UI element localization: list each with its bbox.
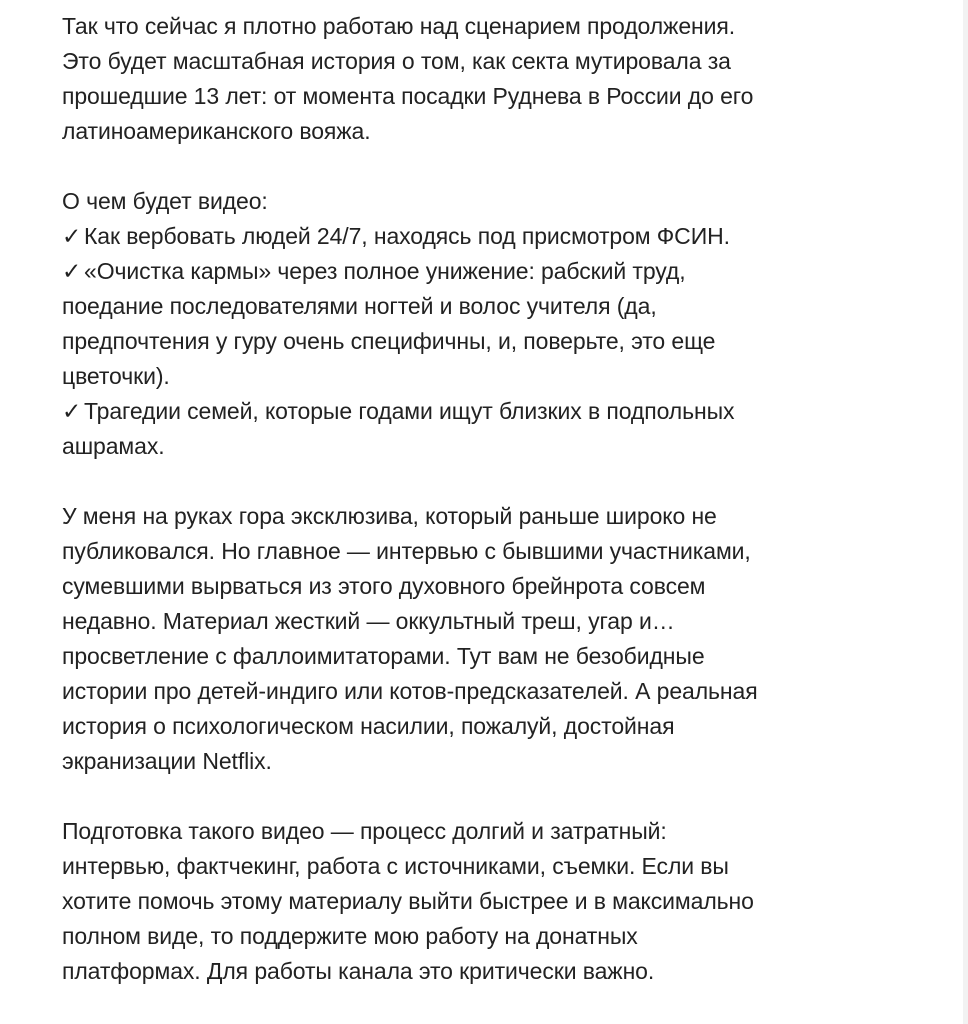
paragraph-spacer <box>62 464 862 499</box>
text-line: Подготовка такого видео — процесс долгий и затратный: <box>62 818 667 844</box>
text-line: публиковался. Но главное — интервью с бывшими участниками, <box>62 538 751 564</box>
check-mark-icon: ✓ <box>62 223 82 249</box>
text-line: недавно. Материал жесткий — оккультный треш, угар и… <box>62 608 675 634</box>
list-item <box>62 219 862 254</box>
paragraph-spacer <box>62 149 862 184</box>
text-line: полном виде, то поддержите мою работу на донатных <box>62 923 638 949</box>
text-line: интервью, фактчекинг, работа с источниками, съемки. Если вы <box>62 853 729 879</box>
text-line: история о психологическом насилии, пожалуй, достойная <box>62 713 675 739</box>
page-edge <box>963 0 968 1024</box>
list-item <box>62 394 862 464</box>
text-line: Это будет масштабная история о том, как секта мутировала за <box>62 48 731 74</box>
check-mark-icon: ✓ <box>62 258 82 284</box>
list-item-text: поедание последователями ногтей и волос учителя (да, <box>62 293 657 319</box>
text-line: латиноамериканского вояжа. <box>62 118 371 144</box>
list-item-text: Как вербовать людей 24/7, находясь под присмотром ФСИН. <box>84 223 730 249</box>
video-topics-list <box>62 184 862 464</box>
text-line: У меня на руках гора эксклюзива, который раньше широко не <box>62 503 717 529</box>
text-line: платформах. Для работы канала это критически важно. <box>62 958 655 984</box>
check-mark-icon: ✓ <box>62 398 82 424</box>
post-body <box>62 9 862 989</box>
text-line: хотите помочь этому материалу выйти быстрее и в максимально <box>62 888 754 914</box>
text-line: Так что сейчас я плотно работаю над сценарием продолжения. <box>62 13 736 39</box>
intro-paragraph <box>62 9 862 149</box>
text-line: сумевшими вырваться из этого духовного брейнрота совсем <box>62 573 706 599</box>
list-item <box>62 254 862 394</box>
list-item-text: «Очистка кармы» через полное унижение: рабский труд, <box>84 258 686 284</box>
list-item-text: предпочтения у гуру очень специфичны, и, поверьте, это еще <box>62 328 716 354</box>
support-paragraph <box>62 814 862 989</box>
text-line: истории про детей-индиго или котов-предсказателей. А реальная <box>62 678 758 704</box>
text-line: прошедшие 13 лет: от момента посадки Руднева в России до его <box>62 83 754 109</box>
text-line: просветление с фаллоимитаторами. Тут вам не безобидные <box>62 643 705 669</box>
list-item-text: Трагедии семей, которые годами ищут близких в подпольных <box>84 398 735 424</box>
list-heading: О чем будет видео: <box>62 188 268 214</box>
list-item-text: цветочки). <box>62 363 170 389</box>
paragraph-spacer <box>62 779 862 814</box>
text-line: экранизации Netflix. <box>62 748 272 774</box>
list-item-text: ашрамах. <box>62 433 165 459</box>
exclusive-paragraph <box>62 499 862 779</box>
